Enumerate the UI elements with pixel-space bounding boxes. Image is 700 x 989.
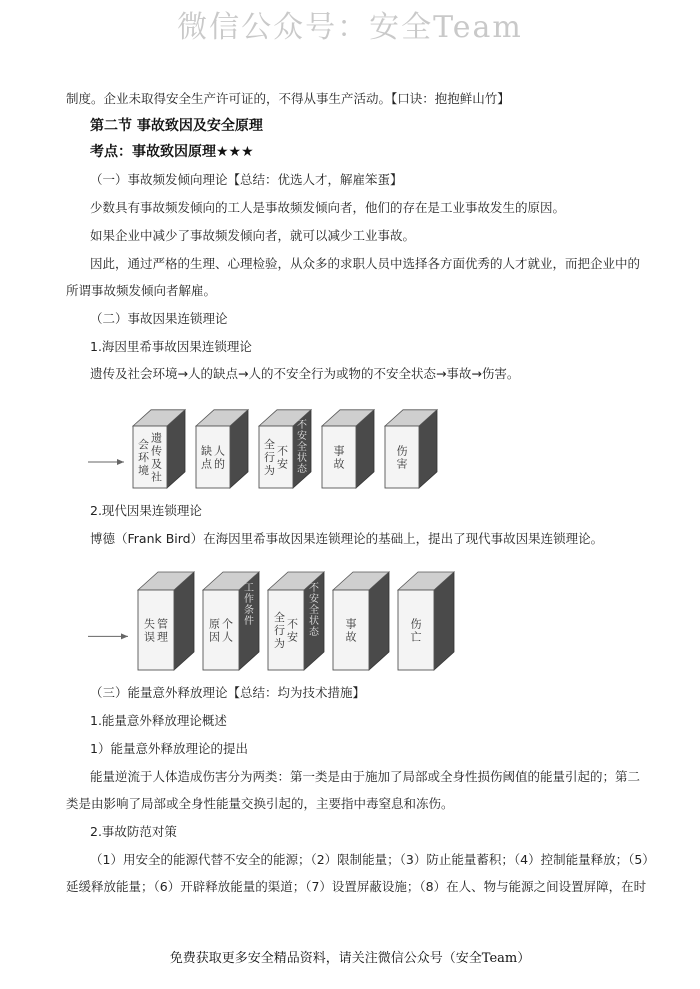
- domino-block: [385, 410, 437, 488]
- block-side-label-char: 不: [309, 583, 319, 594]
- block-label-char: 不: [287, 617, 298, 631]
- paragraph-continued: 所谓事故频发倾向者解雇。: [66, 283, 217, 298]
- block-label-char: 及: [151, 457, 162, 471]
- block-label-char: 为: [274, 637, 285, 650]
- block-side-label-char: 条: [244, 605, 254, 616]
- block-label-char: 行: [274, 624, 285, 637]
- block-label-char: 害: [396, 457, 408, 471]
- domino-block: [259, 410, 311, 488]
- block-label-char: 亡: [410, 630, 422, 644]
- block-side-label-char: 作: [244, 594, 254, 605]
- block-side-label-char: 安: [309, 594, 319, 605]
- chain-sequence: 遗传及社会环境→人的缺点→人的不安全行为或物的不安全状态→事故→伤害。: [90, 366, 520, 381]
- heinrich-domino-diagram: [0, 388, 700, 498]
- heading-energy-origin: 1）能量意外释放理论的提出: [90, 741, 248, 756]
- paragraph: 如果企业中减少了事故频发倾向者，就可以减少工业事故。: [90, 228, 416, 243]
- paragraph-continued: 延缓释放能量；（6）开辟释放能量的渠道；（7）设置屏蔽设施；（8）在人、物与能源之间设置屏障，在时: [66, 879, 647, 894]
- domino-block: [133, 410, 185, 488]
- block-label-char: 管: [157, 617, 168, 631]
- block-label-char: 点: [201, 457, 212, 471]
- paragraph-bird: 博德（Frank Bird）在海因里希事故因果连锁理论的基础上，提出了现代事故因果连锁理论。: [90, 531, 604, 546]
- block-label-char: 行: [264, 451, 275, 464]
- block-side-label-char: 状: [297, 452, 307, 464]
- watermark: 微信公众号：安全Team: [177, 10, 523, 45]
- heading-modern-chain: 2.现代因果连锁理论: [90, 503, 202, 518]
- block-label-char: 全: [274, 611, 285, 624]
- block-side-label-char: 安: [297, 430, 307, 442]
- paragraph-continued: 类是由影响了局部或全身性能量交换引起的，主要指中毒窒息和冻伤。: [66, 796, 454, 811]
- block-side-label-char: 态: [309, 627, 319, 638]
- block-label-char: 理: [157, 630, 168, 644]
- paragraph: 因此，通过严格的生理、心理检验，从众多的求职人员中选择各方面优秀的人才就业，而把企业中的: [90, 256, 641, 271]
- heading-energy-overview: 1.能量意外释放理论概述: [90, 713, 227, 728]
- text-line: 制度。企业未取得安全生产许可证的，不得从事生产活动。【口诀：抱抱鲜山竹】: [66, 91, 510, 106]
- block-label-char: 故: [333, 457, 345, 471]
- block-label-char: 全: [264, 438, 275, 451]
- block-label-char: 人: [214, 444, 225, 458]
- block-label-char: 安: [277, 457, 288, 471]
- block-label-char: 个: [222, 617, 233, 631]
- heading-accident-proneness: （一）事故频发倾向理论【总结：优选人才，解雇笨蛋】: [90, 172, 403, 187]
- domino-block: [333, 572, 389, 670]
- block-label-char: 社: [151, 470, 162, 484]
- domino-block: [203, 572, 259, 670]
- arrow-head: [117, 459, 124, 465]
- block-side-label-char: 全: [297, 441, 307, 453]
- block-side-label-char: 全: [309, 605, 319, 616]
- block-label-char: 原: [209, 617, 220, 631]
- domino-block: [268, 572, 324, 670]
- block-side-label-char: 不: [297, 419, 307, 431]
- block-side-label-char: 态: [297, 463, 307, 475]
- block-label-char: 伤: [410, 617, 422, 631]
- paragraph: 能量逆流于人体造成伤害分为两类：第一类是由于施加了局部或全身性损伤阈值的能量引起的；第二: [90, 769, 641, 784]
- heading-causal-chain: （二）事故因果连锁理论: [90, 311, 228, 326]
- block-label-char: 传: [151, 444, 162, 458]
- block-label-char: 境: [138, 464, 149, 477]
- block-label-char: 因: [209, 630, 220, 644]
- paragraph: （1）用安全的能源代替不安全的能源；（2）限制能量；（3）防止能量蓄积；（4）控制能量释放；（5）: [90, 852, 655, 867]
- block-label-char: 为: [264, 464, 275, 477]
- domino-block: [138, 572, 194, 670]
- block-label-char: 会: [138, 438, 149, 451]
- block-label-char: 缺: [201, 444, 212, 458]
- domino-block: [398, 572, 454, 670]
- block-side-label-char: 件: [244, 616, 254, 627]
- block-label-char: 环: [138, 451, 149, 464]
- footer-note: 免费获取更多安全精品资料，请关注微信公众号（安全Team）: [169, 951, 531, 966]
- block-label-char: 失: [144, 617, 155, 631]
- block-side-label-char: 工: [244, 583, 254, 594]
- arrow-head: [121, 633, 128, 639]
- exam-point: 考点：事故致因原理★★★: [90, 144, 254, 160]
- heading-prevention: 2.事故防范对策: [90, 824, 177, 839]
- block-label-char: 遗: [151, 431, 162, 445]
- block-label-char: 的: [214, 457, 225, 471]
- block-label-char: 伤: [396, 444, 408, 458]
- block-label-char: 事: [333, 444, 345, 458]
- block-label-char: 事: [345, 617, 357, 631]
- block-side-label-char: 状: [309, 616, 319, 627]
- block-label-char: 误: [144, 630, 155, 644]
- heading-heinrich: 1.海因里希事故因果连锁理论: [90, 339, 252, 354]
- domino-block: [196, 410, 248, 488]
- paragraph: 少数具有事故频发倾向的工人是事故频发倾向者，他们的存在是工业事故发生的原因。: [90, 200, 566, 215]
- bird-domino-diagram: [0, 555, 700, 680]
- block-label-char: 故: [345, 630, 357, 644]
- domino-block: [322, 410, 374, 488]
- block-label-char: 人: [222, 630, 233, 644]
- section-title: 第二节 事故致因及安全原理: [90, 118, 263, 134]
- block-label-char: 安: [287, 630, 298, 644]
- heading-energy-release: （三）能量意外释放理论【总结：均为技术措施】: [90, 685, 366, 700]
- block-label-char: 不: [277, 444, 288, 458]
